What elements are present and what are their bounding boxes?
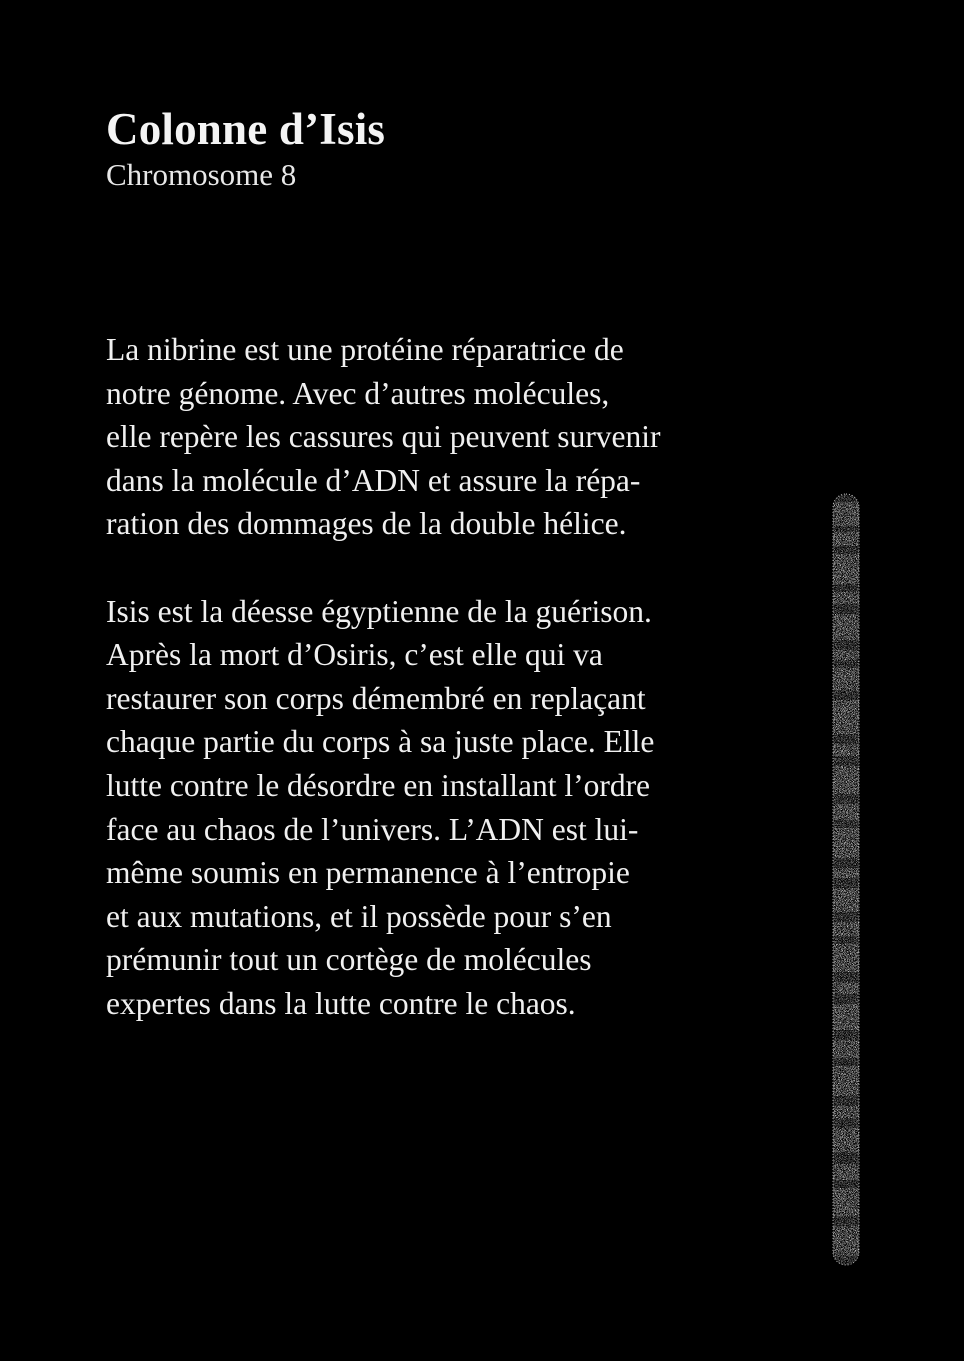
text-line: lutte contre le désordre en installant l’ordre — [106, 767, 651, 803]
text-line: et aux mutations, et il possède pour s’en — [106, 898, 612, 934]
text-line: La nibrine est une protéine réparatrice de — [106, 332, 624, 367]
paragraph-isis — [106, 590, 726, 1026]
text-line: prémunir tout un cortège de molécules — [106, 942, 592, 978]
text-line: expertes dans la lutte contre le chaos. — [106, 985, 576, 1021]
text-line: notre génome. Avec d’autres molécules, — [106, 375, 610, 411]
text-line: restaurer son corps démembré en replaçant — [106, 680, 646, 716]
text-line: face au chaos de l’univers. L’ADN est lui- — [106, 811, 639, 847]
chromosome-icon — [830, 492, 862, 1267]
page-subtitle: Chromosome 8 — [106, 157, 297, 192]
page-title: Colonne d’Isis — [106, 104, 386, 154]
paragraph-nibrine — [106, 328, 726, 546]
text-line: dans la molécule d’ADN et assure la répa- — [106, 462, 641, 498]
text-line: elle repère les cassures qui peuvent survenir — [106, 419, 661, 455]
text-line: chaque partie du corps à sa juste place. Elle — [106, 724, 655, 760]
text-line: Après la mort d’Osiris, c’est elle qui va — [106, 637, 603, 673]
text-line: même soumis en permanence à l’entropie — [106, 855, 630, 891]
title-block — [106, 104, 706, 196]
body-text — [106, 328, 726, 1026]
text-line: ration des dommages de la double hélice. — [106, 506, 627, 542]
text-line: Isis est la déesse égyptienne de la guérison. — [106, 593, 652, 629]
